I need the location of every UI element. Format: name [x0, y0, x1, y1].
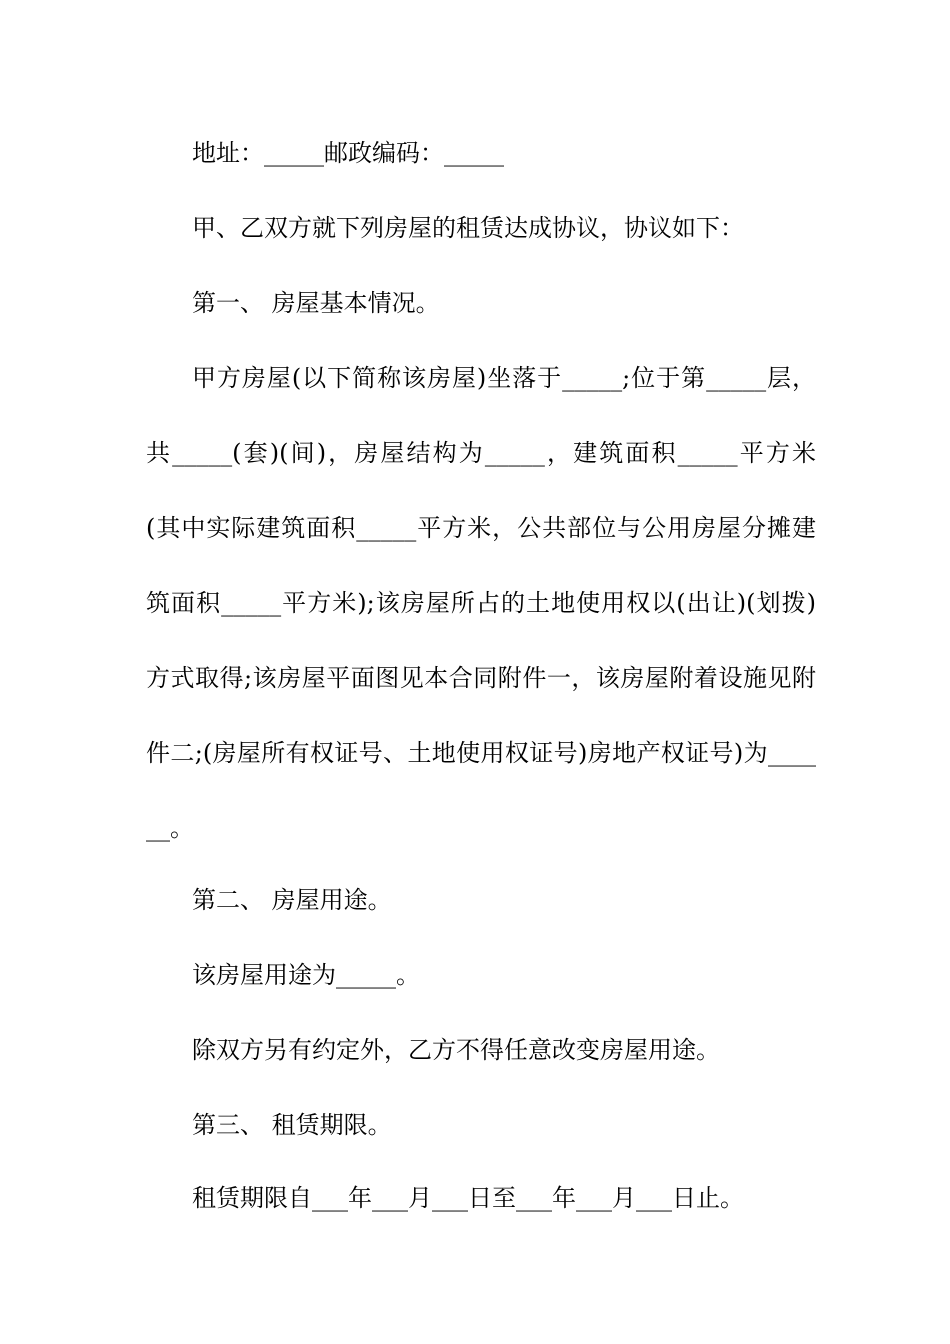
address-line: 地址：_____邮政编码：_____ [192, 139, 504, 167]
agreement-intro: 甲、乙双方就下列房屋的租赁达成协议，协议如下： [192, 214, 744, 242]
section-3-heading: 第三、 租赁期限。 [192, 1111, 392, 1139]
usage-line: 该房屋用途为_____。 [192, 961, 420, 989]
paragraph-line: 共_____(套)(间)，房屋结构为_____，建筑面积_____平方米 [146, 439, 816, 467]
section-1-heading: 第一、 房屋基本情况。 [192, 289, 440, 317]
paragraph-line: 方式取得;该房屋平面图见本合同附件一，该房屋附着设施见附 [146, 664, 816, 692]
paragraph-line: 筑面积_____平方米);该房屋所占的土地使用权以(出让)(划拨) [146, 589, 816, 617]
paragraph-line: (其中实际建筑面积_____平方米，公共部位与公用房屋分摊建 [146, 514, 816, 542]
paragraph-line: 件二;(房屋所有权证号、土地使用权证号)房地产权证号)为____ [146, 739, 816, 767]
paragraph-line: __。 [146, 814, 194, 842]
lease-term-line: 租赁期限自___年___月___日至___年___月___日止。 [192, 1184, 744, 1212]
section-2-heading: 第二、 房屋用途。 [192, 886, 392, 914]
usage-restriction: 除双方另有约定外，乙方不得任意改变房屋用途。 [192, 1036, 720, 1064]
paragraph-line: 甲方房屋(以下简称该房屋)坐落于_____;位于第_____层， [192, 364, 816, 392]
